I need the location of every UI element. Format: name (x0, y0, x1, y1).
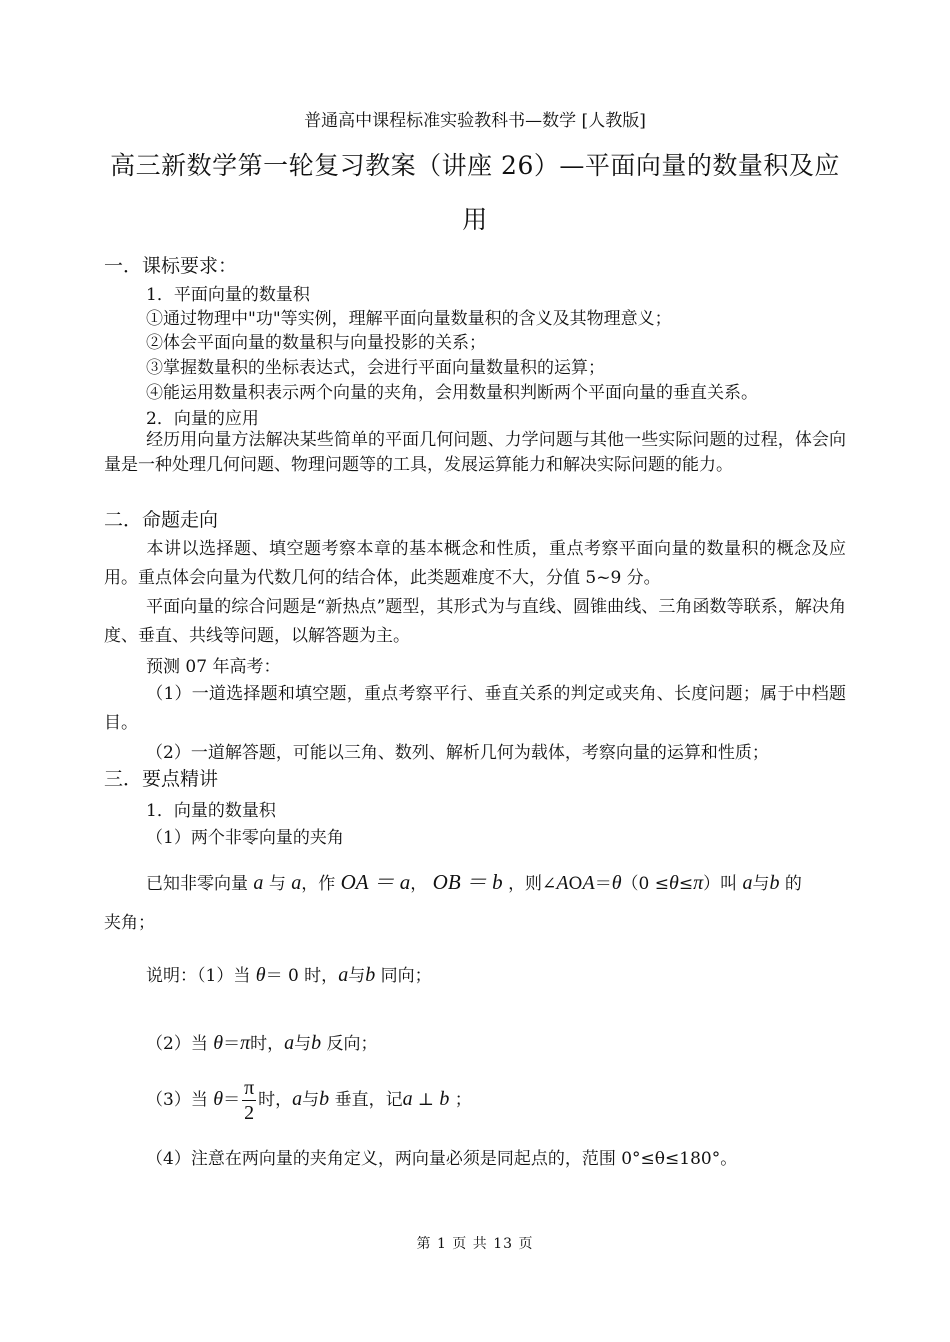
section1-heading: 一．课标要求： (104, 255, 238, 277)
document-title-line2: 用 (462, 205, 488, 234)
note-4: （4）注意在两向量的夹角定义，两向量必须是同起点的，范围 0°≤θ≤180°。 (146, 1149, 738, 1169)
document-header: 普通高中课程标准实验教科书—数学 [人教版] (304, 111, 646, 131)
formula-oa: OA ＝ a (340, 870, 411, 894)
angle-definition: 已知非零向量 a 与 a，作 OA ＝ a， OB ＝ b ，则∠AOA＝θ（0 ≤θ≤π）叫 a与b 的 (146, 870, 802, 894)
document-title-line1: 高三新数学第一轮复习教案（讲座 26）—平面向量的数量积及应 (110, 151, 840, 180)
section1-item2: ②体会平面向量的数量积与向量投影的关系； (146, 333, 486, 353)
section2-paragraph1: 本讲以选择题、填空题考察本章的基本概念和性质，重点考察平面向量的数量积的概念及应用。重点体会向量为代数几何的结合体，此类题难度不大，分值 5~9 分。 (104, 539, 846, 588)
angle-definition-tail: 夹角； (104, 913, 155, 933)
pi-over-2-fraction: $\frac{\pi}{2}$ (244, 1077, 255, 1124)
section1-item1: ①通过物理中"功"等实例，理解平面向量数量积的含义及其物理意义； (146, 309, 672, 329)
section1-sub1: 1．平面向量的数量积 (146, 285, 310, 305)
section3-sub1a: （1）两个非零向量的夹角 (146, 828, 344, 848)
note-1: 说明：（1）当 θ＝ 0 时，a与b 同向； (146, 964, 432, 986)
section1-sub2: 2．向量的应用 (146, 409, 259, 429)
section2-heading: 二．命题走向 (104, 509, 219, 531)
page-footer: 第 1 页 共 13 页 (416, 1236, 534, 1252)
section3-sub1: 1．向量的数量积 (146, 801, 276, 821)
section1-paragraph: 经历用向量方法解决某些简单的平面几何问题、力学问题与其他一些实际问题的过程，体会向量是一种处理几何问题、物理问题等的工具，发展运算能力和解决实际问题的能力。 (104, 430, 846, 475)
section2-paragraph5: （2）一道解答题，可能以三角、数列、解析几何为载体，考察向量的运算和性质； (146, 743, 769, 763)
section2-paragraph3: 预测 07 年高考： (146, 657, 281, 677)
section1-item3: ③掌握数量积的坐标表达式，会进行平面向量数量积的运算； (146, 358, 605, 378)
section2-paragraph4: （1）一道选择题和填空题，重点考察平行、垂直关系的判定或夹角、长度问题；属于中档题目。 (104, 684, 846, 733)
section1-item4: ④能运用数量积表示两个向量的夹角，会用数量积判断两个平面向量的垂直关系。 (146, 383, 758, 403)
angle-range: 0 ≤θ≤π (638, 872, 704, 894)
note-3: （3）当 θ＝ $\frac{\pi}{2}$ 时，a与b 垂直，记a ⊥ b ； (146, 1077, 472, 1124)
section2-paragraph2: 平面向量的综合问题是“新热点”题型，其形式为与直线、圆锥曲线、三角函数等联系，解决角度、垂直、共线等问题，以解答题为主。 (104, 597, 846, 646)
section3-heading: 三．要点精讲 (104, 768, 219, 790)
formula-ob: OB ＝ b (432, 870, 503, 894)
note-2: （2）当 θ＝π时，a与b 反向； (146, 1032, 378, 1054)
